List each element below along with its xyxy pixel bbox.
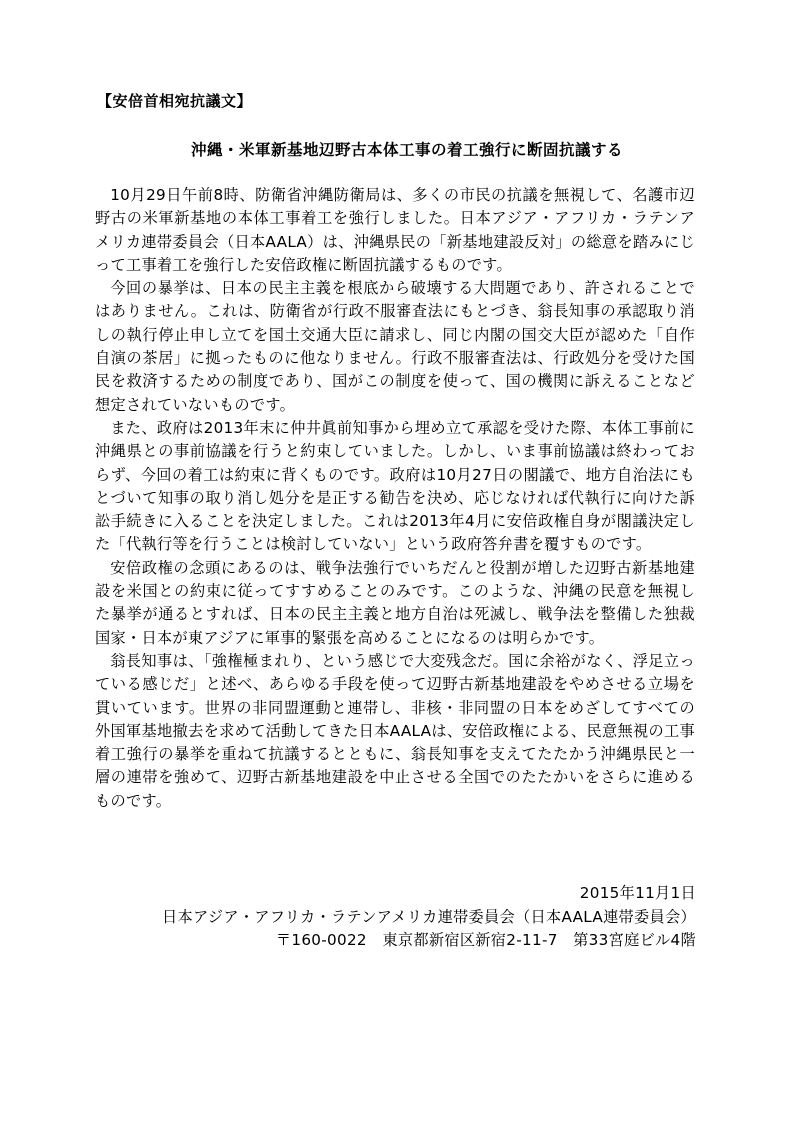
footer-address: 〒160-0022 東京都新宿区新宿2-11-7 第33宮庭ビル4階 (275, 931, 696, 949)
footer-organization: 日本アジア・アフリカ・ラテンアメリカ連帯委員会（日本AALA連帯委員会） (161, 907, 696, 926)
paragraph-3: また、政府は2013年末に仲井眞前知事から埋め立て承認を受けた際、本体工事前に沖縄県との事前協議を行うと約束していました。しかし、いま事前協議は終わっておらず、今回の着工は約束に背くものです。政府は10月27日の閣議で、地方自治法にもとづいて知事の取り消し処分を是正する勧告を決め、応じなければ代執行に向けた訴訟手続きに入ることを決定しました。これは2013年4月に安倍政権自身が閣議決定した「代執行等を行うことは検討していない」という政府答弁書を覆すものです。 (95, 418, 695, 554)
document-footer (162, 882, 696, 953)
paragraph-5: 翁長知事は、「強権極まれり、という感じで大変残念だ。国に余裕がなく、浮足立っている感じだ」と述べ、あらゆる手段を使って辺野古新基地建設をやめさせる立場を貫いています。世界の非同盟運動と連帯し、非核・非同盟の日本をめざしてすべての外国軍基地撤去を求めて活動してきた日本AALAは、安倍政権による、民意無視の工事着工強行の暴挙を重ねて抗議するとともに、翁長知事を支えてたたかう沖縄県民と一層の連帯を強めて、辺野古新基地建設を中止させる全国でのたたかいをさらに進めるものです。 (95, 651, 695, 810)
footer-date: 2015年11月1日 (579, 884, 696, 902)
document-title: 沖縄・米軍新基地辺野古本体工事の着工強行に断固抗議する (190, 141, 623, 159)
paragraph-4: 安倍政権の念頭にあるのは、戦争法強行でいちだんと役割が増した辺野古新基地建設を米国との約束に従ってすすめることのみです。このような、沖縄の民意を無視した暴挙が通るとすれば、日本の民主主義と地方自治は死滅し、戦争法を整備した独裁国家・日本が東アジアに軍事的緊張を高めることになるのは明らかです。 (95, 558, 695, 647)
paragraph-2: 今回の暴挙は、日本の民主主義を根底から破壊する大問題であり、許されることではありません。これは、防衛省が行政不服審査法にもとづき、翁長知事の承認取り消しの執行停止申し立てを国土交通大臣に請求し、同じ内閣の国交大臣が認めた「自作自演の茶居」に拠ったものに他なりません。行政不服審査法は、行政処分を受けた国民を救済するための制度であり、国がこの制度を使って、国の機関に訴えることなど想定されていないものです。 (95, 279, 695, 414)
document-body (95, 184, 695, 813)
paragraph-1: 10月29日午前8時、防衛省沖縄防衛局は、多くの市民の抗議を無視して、名護市辺野古の米軍新基地の本体工事着工を強行しました。日本アジア・アフリカ・ラテンアメリカ連帯委員会（日本AALA）は、沖縄県民の「新基地建設反対」の総意を踏みにじって工事着工を強行した安倍政権に断固抗議するものです。 (95, 186, 695, 274)
document-header-tag: 【安倍首相宛抗議文】 (97, 92, 253, 110)
